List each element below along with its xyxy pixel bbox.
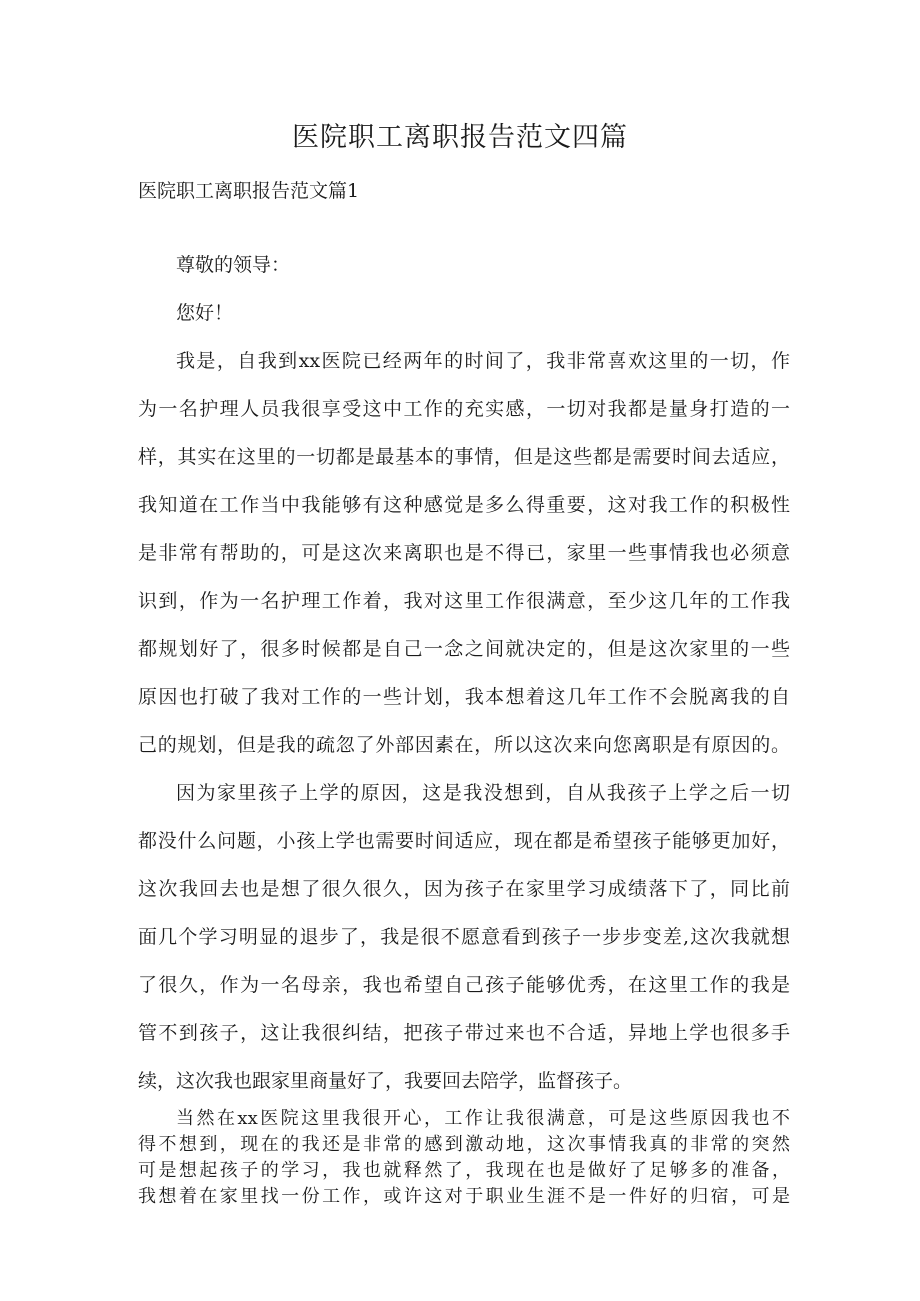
paragraph1-line: 样，其实在这里的一切都是最基本的事情，但是这些都是需要时间去适应， [138, 446, 790, 468]
paragraph2-line: 了很久，作为一名母亲，我也希望自己孩子能够优秀，在这里工作的我是 [138, 974, 790, 996]
section-heading: 医院职工离职报告范文篇1 [138, 180, 360, 202]
paragraph1-line: 我知道在工作当中我能够有这种感觉是多么得重要，这对我工作的积极性 [138, 494, 790, 516]
paragraph1-line: 都规划好了，很多时候都是自己一念之间就决定的，但是这次家里的一些 [138, 638, 790, 660]
paragraph1-line: 为一名护理人员我很享受这中工作的充实感，一切对我都是量身打造的一 [138, 398, 790, 420]
paragraph3-line: 得不想到，现在的我还是非常的感到激动地，这次事情我真的非常的突然 [138, 1134, 790, 1155]
paragraph1-line: 是非常有帮助的，可是这次来离职也是不得已，家里一些事情我也必须意 [138, 542, 790, 564]
salutation: 尊敬的领导： [176, 254, 291, 276]
greeting: 您好！ [176, 302, 234, 324]
document-title: 医院职工离职报告范文四篇 [292, 122, 628, 153]
paragraph3-line: 当然在xx医院这里我很开心，工作让我很满意，可是这些原因我也不 [176, 1108, 790, 1129]
paragraph3-line: 我想着在家里找一份工作，或许这对于职业生涯不是一件好的归宿，可是 [138, 1186, 790, 1207]
paragraph2-line: 因为家里孩子上学的原因，这是我没想到，自从我孩子上学之后一切 [176, 782, 790, 804]
paragraph1-line: 己的规划，但是我的疏忽了外部因素在，所以这次来向您离职是有原因的。 [138, 734, 790, 756]
paragraph3-line: 可是想起孩子的学习，我也就释然了，我现在也是做好了足够多的准备， [138, 1160, 790, 1181]
paragraph2-line: 面几个学习明显的退步了，我是很不愿意看到孩子一步步变差,这次我就想 [138, 926, 790, 948]
paragraph2-line: 这次我回去也是想了很久很久，因为孩子在家里学习成绩落下了，同比前 [138, 878, 790, 900]
paragraph2-line: 管不到孩子，这让我很纠结，把孩子带过来也不合适，异地上学也很多手 [138, 1022, 790, 1044]
paragraph1-line: 识到，作为一名护理工作着，我对这里工作很满意，至少这几年的工作我 [138, 590, 790, 612]
paragraph2-line: 续，这次我也跟家里商量好了，我要回去陪学，监督孩子。 [138, 1070, 633, 1092]
paragraph1-line: 原因也打破了我对工作的一些计划，我本想着这几年工作不会脱离我的自 [138, 686, 790, 708]
paragraph1-line: 我是，自我到xx医院已经两年的时间了，我非常喜欢这里的一切，作 [176, 350, 790, 372]
paragraph2-line: 都没什么问题，小孩上学也需要时间适应，现在都是希望孩子能够更加好， [138, 830, 790, 852]
